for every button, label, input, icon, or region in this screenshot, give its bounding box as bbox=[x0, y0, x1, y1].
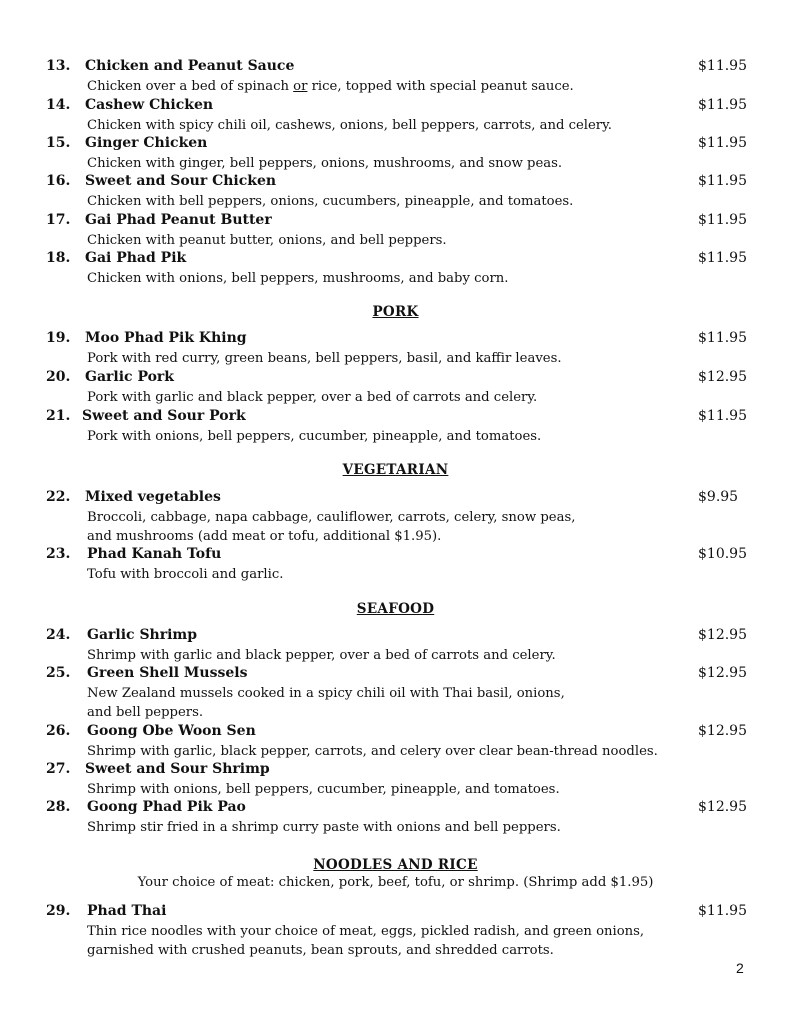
item-price: $10.95 bbox=[698, 546, 747, 562]
item-number: 16. bbox=[46, 173, 71, 189]
item-description: Shrimp stir fried in a shrimp curry paste with onions and bell peppers. bbox=[87, 820, 561, 835]
item-description: Tofu with broccoli and garlic. bbox=[87, 567, 284, 582]
item-description: Pork with garlic and black pepper, over a bed of carrots and celery. bbox=[87, 390, 538, 405]
item-number: 13. bbox=[46, 58, 71, 74]
item-number: 24. bbox=[46, 627, 71, 643]
item-number: 25. bbox=[46, 665, 71, 681]
item-number: 27. bbox=[46, 761, 71, 777]
item-description: Chicken with peanut butter, onions, and bell peppers. bbox=[87, 233, 447, 248]
section-heading-seafood: SEAFOOD bbox=[356, 601, 435, 617]
item-description: Chicken with bell peppers, onions, cucumbers, pineapple, and tomatoes. bbox=[87, 194, 574, 209]
section-heading-pork: PORK bbox=[372, 304, 419, 320]
item-name: Gai Phad Pik bbox=[85, 250, 187, 266]
item-name: Phad Thai bbox=[87, 903, 167, 919]
item-description: and mushrooms (add meat or tofu, additional $1.95). bbox=[87, 529, 442, 544]
item-description: Chicken with onions, bell peppers, mushrooms, and baby corn. bbox=[87, 271, 509, 286]
item-description: New Zealand mussels cooked in a spicy chili oil with Thai basil, onions, bbox=[87, 686, 565, 701]
item-price: $12.95 bbox=[698, 723, 747, 739]
item-price: $12.95 bbox=[698, 665, 747, 681]
item-number: 29. bbox=[46, 903, 71, 919]
item-price: $11.95 bbox=[698, 135, 747, 151]
item-name: Mixed vegetables bbox=[85, 489, 221, 505]
item-name: Sweet and Sour Shrimp bbox=[85, 761, 270, 777]
item-number: 20. bbox=[46, 369, 71, 385]
item-description: Pork with onions, bell peppers, cucumber, pineapple, and tomatoes. bbox=[87, 429, 542, 444]
item-description: Shrimp with onions, bell peppers, cucumber, pineapple, and tomatoes. bbox=[87, 782, 560, 797]
item-name: Chicken and Peanut Sauce bbox=[85, 58, 295, 74]
item-name: Moo Phad Pik Khing bbox=[85, 330, 247, 346]
item-price: $11.95 bbox=[698, 408, 747, 424]
item-price: $11.95 bbox=[698, 212, 747, 228]
item-name: Goong Phad Pik Pao bbox=[87, 799, 246, 815]
item-number: 28. bbox=[46, 799, 71, 815]
item-name: Cashew Chicken bbox=[85, 97, 214, 113]
item-description: Broccoli, cabbage, napa cabbage, cauliflower, carrots, celery, snow peas, bbox=[87, 510, 576, 525]
item-number: 21. bbox=[46, 408, 71, 424]
item-description: Chicken with spicy chili oil, cashews, onions, bell peppers, carrots, and celery. bbox=[87, 118, 612, 133]
item-number: 14. bbox=[46, 97, 71, 113]
item-description: Chicken with ginger, bell peppers, onions, mushrooms, and snow peas. bbox=[87, 156, 563, 171]
item-name: Gai Phad Peanut Butter bbox=[85, 212, 272, 228]
item-description: garnished with crushed peanuts, bean sprouts, and shredded carrots. bbox=[87, 943, 554, 958]
section-note: Your choice of meat: chicken, pork, beef, tofu, or shrimp. (Shrimp add $1.95) bbox=[137, 875, 654, 890]
page-number: 2 bbox=[736, 960, 744, 976]
item-name: Green Shell Mussels bbox=[87, 665, 248, 681]
item-description: Pork with red curry, green beans, bell peppers, basil, and kaffir leaves. bbox=[87, 351, 562, 366]
item-price: $11.95 bbox=[698, 58, 747, 74]
item-description: Shrimp with garlic, black pepper, carrots, and celery over clear bean-thread noodles. bbox=[87, 744, 658, 759]
item-number: 15. bbox=[46, 135, 71, 151]
item-number: 22. bbox=[46, 489, 71, 505]
item-name: Ginger Chicken bbox=[85, 135, 208, 151]
item-price: $11.95 bbox=[698, 330, 747, 346]
item-number: 17. bbox=[46, 212, 71, 228]
item-description: Shrimp with garlic and black pepper, over a bed of carrots and celery. bbox=[87, 648, 556, 663]
item-price: $12.95 bbox=[698, 627, 747, 643]
item-number: 23. bbox=[46, 546, 71, 562]
section-heading-noodles-and-rice: NOODLES AND RICE bbox=[313, 857, 478, 873]
item-number: 19. bbox=[46, 330, 71, 346]
item-price: $11.95 bbox=[698, 97, 747, 113]
item-description: Chicken over a bed of spinach or rice, topped with special peanut sauce. bbox=[87, 79, 574, 94]
item-name: Garlic Pork bbox=[85, 369, 175, 385]
item-number: 26. bbox=[46, 723, 71, 739]
item-name: Goong Obe Woon Sen bbox=[87, 723, 256, 739]
item-price: $9.95 bbox=[698, 489, 739, 505]
item-description: and bell peppers. bbox=[87, 705, 204, 720]
item-price: $12.95 bbox=[698, 799, 747, 815]
item-name: Sweet and Sour Chicken bbox=[85, 173, 277, 189]
item-name: Sweet and Sour Pork bbox=[82, 408, 246, 424]
item-number: 18. bbox=[46, 250, 71, 266]
item-price: $12.95 bbox=[698, 369, 747, 385]
item-name: Garlic Shrimp bbox=[87, 627, 198, 643]
item-price: $11.95 bbox=[698, 173, 747, 189]
item-price: $11.95 bbox=[698, 903, 747, 919]
section-heading-vegetarian: VEGETARIAN bbox=[342, 462, 449, 478]
item-description: Thin rice noodles with your choice of meat, eggs, pickled radish, and green onions, bbox=[87, 924, 645, 939]
item-price: $11.95 bbox=[698, 250, 747, 266]
item-name: Phad Kanah Tofu bbox=[87, 546, 222, 562]
